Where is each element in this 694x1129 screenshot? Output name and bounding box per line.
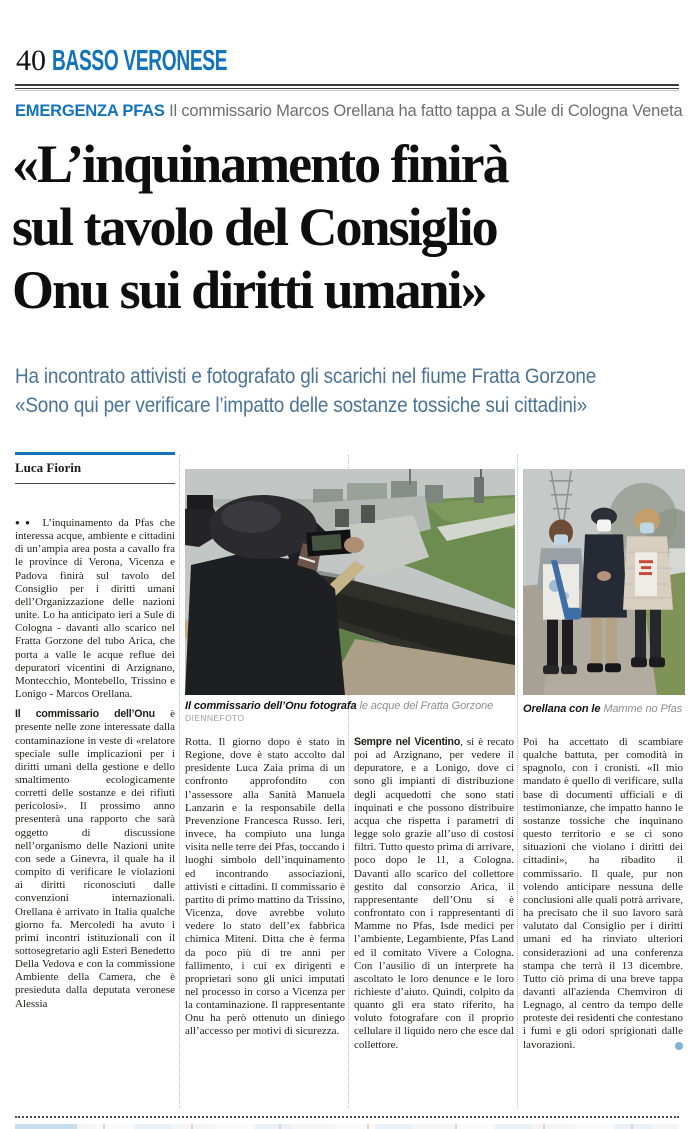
kicker-text: Il commissario Marcos Orellana ha fatto tappa a Sule di Cologna Veneta <box>164 102 683 120</box>
column-separator <box>517 455 518 1108</box>
next-section-cut-off <box>15 1124 679 1129</box>
article-paragraph: Sempre nel Vicentino, si è recato poi ad Arzignano, per vedere il depuratore, e a Lonigo, dove ci sono gli impianti di distribuzione degli acquedotti che sono stati inquinati e che possono distribuire acqua che rispetta i parametri di legge solo grazie all’uso di costosi filtri. Tutto questo prima di arrivare, poco dopo le 11, a Cologna. Davanti allo scarico del collettore gestito dal consorzio Arica, il rappresentante dell’Onu si è confrontato con i rappresentanti di Mamme no Pfas, Isde medici per l’ambiente, Legambiente, Pfas Land ed il comitato Vivere a Cologna. Con l’ausilio di un interprete ha ascoltato le loro denunce e le loro richieste d’aiuto. Quindi, colpito da quanto gli era stato riferito, ha voluto fotografare con il proprio cellulare il liquido nero che esce dal collettore. <box>354 736 514 1051</box>
photo-credit: DIENNEFOTO <box>185 713 245 723</box>
standfirst <box>15 362 681 420</box>
paragraph-bold-lead: Il commissario dell’Onu <box>15 708 155 721</box>
page-number: 40 <box>16 44 46 77</box>
article-paragraph: Rotta. Il giorno dopo è stato in Regione, dove è stato accolto dal presidente Luca Zaia prima di un confronto approfondito con l’assessore alla Sanità Manuela Lanzarin e la responsabile della Prevenzione Francesca Russo. Ieri, invece, ha compiuto una lunga visita nelle terre dei Pfas, toccando i luoghi simbolo dell’inquinamento ed incontrando associazioni, attivisti e cittadini. Il commissario è partito di primo mattino da Trissino, Vicenza, dove avrebbe voluto vedere lo stato dell’ex fabbrica chimica Miteni. Ditta che è ferma da poco più di tre anni per fallimento, i cui ex dirigenti e proprietari sono gli unici imputati nel processo in corso a Vicenza per la contaminazione. Il rappresentante Onu ha però ottenuto un diniego all’accesso per motivi di sicurezza. <box>185 736 345 1038</box>
byline-author: Luca Fiorin <box>15 460 82 475</box>
paragraph-lead-bullets: ●● <box>15 518 43 527</box>
article-column-1 <box>15 516 175 1108</box>
section-title: BASSO VERONESE <box>52 45 228 77</box>
headline-line: sul tavolo del Consiglio <box>12 197 497 257</box>
byline-rule-bottom <box>15 483 175 484</box>
caption-rest: Mamme no Pfas <box>600 703 683 715</box>
column-separator <box>179 455 180 1108</box>
caption-rest: le acque del Fratta Gorzone <box>356 700 494 712</box>
kicker <box>15 102 682 121</box>
headline-line: Onu sui diritti umani» <box>12 260 486 320</box>
article-headline <box>12 133 692 322</box>
photo-river-illustration <box>185 469 515 695</box>
cut-off-blue-label <box>15 1124 77 1129</box>
caption-bold: Orellana con le <box>523 703 601 715</box>
standfirst-line: «Sono qui per verificare l’impatto delle sostanze tossiche sui cittadini» <box>15 394 588 417</box>
byline-block <box>15 452 175 484</box>
article-paragraph: Poi ha accettato di scambiare qualche battuta, per comodità in spagnolo, con i cronisti. «Il mio mandato è quello di verificare, sulla base di documenti ufficiali e di testimonianze, che impatto hanno le sostanze tossiche che inquinano questo territorio e se ci sono situazioni che violano i diritti dei cittadini», ha ribadito il commissario. Il quale, pur non volendo anticipare nessuna delle conclusioni alle quali potrà arrivare, ha precisato che il suo lavoro sarà valutato dal Consiglio per i diritti umani ed ha rinviato ulteriori considerazioni ad una conferenza stampa che terrà il 13 dicembre. Tutto ciò prima di una breve tappa davanti all'azienda Chemviron di Legnago, al centro da tempo delle proteste dei residenti che contestano i fumi e gli odori sprigionati dalle lavorazioni. <box>523 736 683 1051</box>
standfirst-line: Ha incontrato attivisti e fotografato gli scarichi nel fiume Fratta Gorzone <box>15 365 597 388</box>
photo-orellana-group <box>523 469 685 695</box>
kicker-label: EMERGENZA PFAS <box>15 102 165 120</box>
photo-caption-group <box>523 703 693 715</box>
photo-caption-river <box>185 700 517 724</box>
article-column-2 <box>185 736 345 1108</box>
caption-bold: Il commissario dell’Onu fotografa <box>185 700 357 712</box>
article-column-3 <box>354 736 514 1108</box>
headline-line: «L’inquinamento finirà <box>12 134 508 194</box>
article-paragraph: ●● L’inquinamento da Pfas che interessa acque, ambiente e cittadini di un’ampia area posta a cavallo fra le province di Verona, Vicenza e Padova finirà sul tavolo del Consiglio per i diritti umani dell’Organizzazione delle nazioni unite. Lo ha anticipato ieri a Sule di Cologna - davanti allo scarico nel Fratta Gorzone del tubo Arica, che porta a valle le acque reflue dei depuratori vicentini di Arzignano, Montecchio, Montebello, Trissino e Lonigo - Marcos Orellana. <box>15 517 175 701</box>
article-paragraph: Il commissario dell’Onu è presente nelle zone interessate dalla contaminazione in veste di «relatore speciale sulle implicazioni per i diritti umani della gestione e dello smaltimento ecologicamente corretti delle sostanze e dei rifiuti pericolosi». Il prossimo anno presenterà una rapporto che sarà oggetto di discussione nell’organismo delle Nazioni unite con sede a Ginevra, il quale ha il compito di verificare le violazioni ai diritti riconosciuti dalle convenzioni internazionali. Orellana è arrivato in Italia qualche giorno fa. Mercoledì ha avuto i primi incontri istituzionali con il sottosegretario agli Esteri Benedetto Della Vedova e con la commissione Ambiente della Camera, che è presieduta dalla deputata veronese Alessia <box>15 708 175 1010</box>
header-rule <box>15 84 679 91</box>
bottom-dotted-rule <box>15 1116 679 1118</box>
photo-group-illustration <box>523 469 685 695</box>
photo-commissioner-river <box>185 469 515 695</box>
paragraph-bold-lead: Sempre nel Vicentino <box>354 736 461 748</box>
article-column-4 <box>523 736 683 1108</box>
article-end-dot <box>675 1042 683 1050</box>
